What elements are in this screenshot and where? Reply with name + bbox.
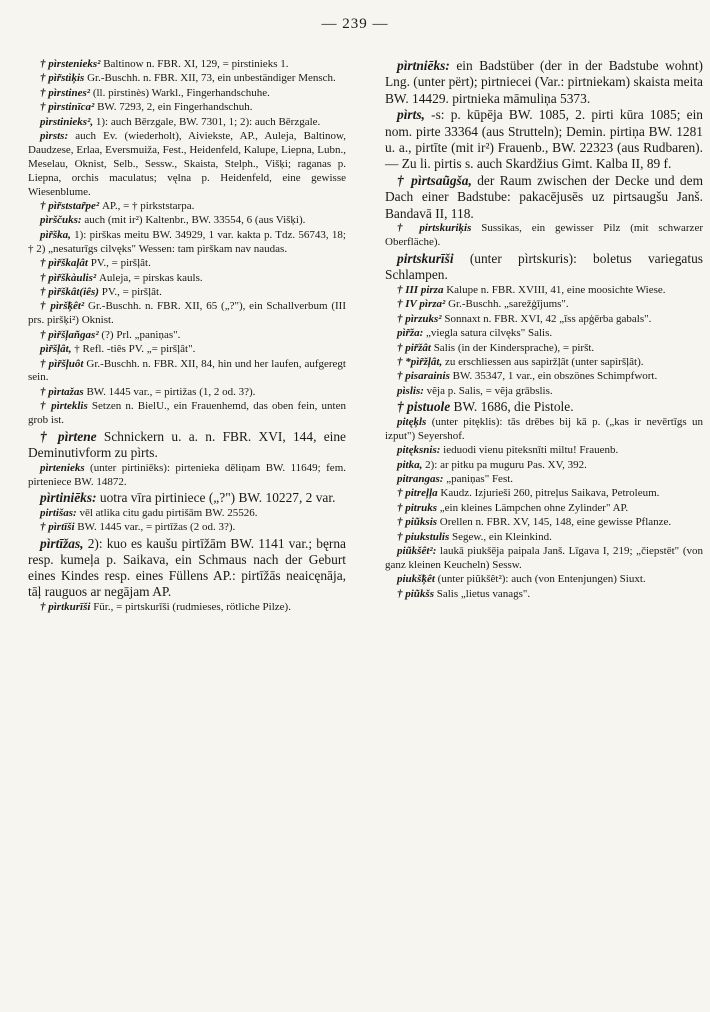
entry-headword: † pìrš̃ķêt² [40, 300, 89, 313]
entry-headword: pìrtniēks: [397, 58, 457, 73]
dictionary-entry [385, 342, 703, 356]
dictionary-entry [385, 251, 703, 284]
entry-headword: † pìrtkurīši [40, 601, 94, 614]
entry-text: (unter pìrtskuris): boletus variegatus Schlampen. [385, 250, 703, 283]
entry-headword: † pìr̃škàulis² [40, 271, 99, 284]
entry-headword: pìr̃ška, [40, 228, 75, 241]
entry-headword: † IV pìrza² [397, 298, 449, 311]
entry-text: Segew., ein Kleinkind. [452, 530, 552, 543]
dictionary-entry [385, 531, 703, 545]
dictionary-entry [28, 343, 346, 357]
dictionary-entry [385, 356, 703, 370]
entry-text: Gr.-Buschh. n. FBR. XII, 65 („?"), ein Schallverbum (III prs. piršķi²) Oknist. [28, 300, 346, 327]
entry-text: BW. 7293, 2, ein Fingerhandschuh. [97, 101, 253, 114]
entry-headword: † pìrstines² [40, 86, 93, 99]
dictionary-entry [385, 502, 703, 516]
entry-text: Kalupe n. FBR. XVIII, 41, eine moosichte Wiese. [446, 283, 666, 296]
dictionary-entry [28, 214, 346, 228]
dictionary-entry [28, 507, 346, 521]
dictionary-entry [385, 298, 703, 312]
entry-text: auch Ev. (wiederholt), Aiviekste, AP., Auleja, Baltinow, Daudzese, Erlaa, Eversmuiža, Fest., Heidenfeld, Kalupe, Liepna, Lubn., Meselau, Oknist, Selb., Sessw., Skaista, Stelph., Višķi; raganas p. Liepna, orchis maculatus; vęlna p. Heidenfeld, eine gewisse Wiesenblume. [28, 130, 346, 198]
entry-text: BW. 1686, die Pistole. [453, 399, 574, 415]
dictionary-entry [385, 444, 703, 458]
entry-headword: † pìrtīši [40, 521, 78, 534]
dictionary-entry [28, 358, 346, 386]
entry-text: BW. 1445 var., = pirtīžas (2 od. 3?). [77, 521, 236, 534]
entry-headword: † pìr̃škaļât [40, 257, 91, 270]
right-column [385, 58, 703, 602]
entry-text: Kaudz. Izjurieši 260, pitreļus Saikava, Petroleum. [440, 487, 660, 500]
entry-headword: † piukstulis [397, 530, 453, 543]
entry-text: (unter pitęklis): tās drēbes bij kā p. („kas ir nevērtīgs un izput") Seyershof. [385, 415, 703, 442]
entry-text: -s: p. kūpēja BW. 1085, 2. pirti kūra 1085; ein nom. pirte 33364 (aus Strutteln); Demin. pirtiņa BW. 1281 u. a., pirtīte (mit ir²) Frauenb., BW. 22323 (aus Rudbaren). — Zu li. pirtis s. auch Skardžius Gimt. Kalba II, 89 f. [385, 107, 703, 172]
dictionary-entry [28, 58, 346, 72]
entry-text: laukā piukšēja paipala Janš. Līgava I, 219; „čiepstēt" (von ganz kleinen Keucheln) Sessw. [385, 545, 703, 571]
entry-headword: † pir̃žât [397, 341, 434, 354]
dictionary-entry [385, 399, 703, 415]
entry-text: auch (mit ir²) Kaltenbr., BW. 33554, 6 (aus Višķi). [84, 214, 306, 227]
entry-text: der Raum zwischen der Decke und dem Dach einer Badstube: pakacējusēs uz pirtsaugšu Janš. Bandavā II, 118. [385, 173, 703, 221]
entry-text: Gr.-Buschh. n. FBR. XII, 84, hin und her laufen, aufgeregt sein. [28, 357, 346, 384]
entry-headword: † pìrstenieks² [40, 58, 104, 70]
entry-headword: pitka, [397, 458, 426, 471]
entry-headword: pìrts, [397, 107, 432, 123]
entry-text: † Refl. -tiês PV. „= piršļât". [74, 343, 196, 356]
dictionary-entry [28, 257, 346, 271]
entry-headword: pìslis: [397, 384, 427, 397]
entry-text: vẽja p. Salis, = vẽja grābslis. [426, 384, 553, 397]
entry-text: AP., = † pirkststarpa. [101, 200, 195, 213]
entry-text: Gr.-Buschh. „sarežģījums". [448, 298, 569, 311]
entry-text: Für., = pirtskurīši (rudmieses, rötliche Pilze). [93, 601, 291, 614]
entry-headword: piukš̃ķêt [397, 573, 438, 586]
dictionary-entry [385, 107, 703, 172]
entry-headword: † pìr̃šļañgas² [40, 328, 102, 341]
entry-text: PV., = piršļât. [90, 257, 151, 270]
entry-headword: pìr̃šļât, [40, 343, 75, 356]
dictionary-entry [28, 272, 346, 286]
entry-text: „ein kleines Lämpchen ohne Zylinder" AP. [439, 501, 629, 514]
entry-text: BW. 35347, 1 var., ein obszönes Schimpfwort. [452, 370, 658, 383]
dictionary-entry [28, 521, 346, 535]
dictionary-entry [28, 386, 346, 400]
dictionary-entry [385, 459, 703, 473]
dictionary-entry [28, 87, 346, 101]
dictionary-entry [28, 130, 346, 200]
entry-headword: pìrtiniēks: [40, 489, 100, 505]
entry-headword: † pìrtažas [40, 385, 87, 398]
entry-text: „paniņas" Fest. [446, 473, 514, 486]
dictionary-entry [28, 101, 346, 115]
entry-headword: pirtskurīši [397, 250, 470, 266]
entry-text: ieduodi vienu piteksnīti miltu! Frauenb. [443, 444, 619, 457]
entry-headword: pìrstinieks², [40, 115, 96, 128]
entry-headword: † pìrstinīca² [40, 101, 98, 114]
entry-text: 1): auch Bērzgale, BW. 7301, 1; 2): auch Bērzgale. [95, 115, 321, 128]
dictionary-entry [385, 516, 703, 530]
dictionary-entry [28, 536, 346, 601]
entry-headword: † pitreļļa [397, 487, 441, 500]
dictionary-entry [385, 327, 703, 341]
entry-headword: † pistuole [397, 399, 454, 415]
entry-headword: † pìr̃škât(iês) [40, 286, 102, 298]
entry-text: Orellen n. FBR. XV, 145, 148, eine gewisse Pflanze. [439, 516, 672, 529]
entry-headword: † piũksis [397, 516, 440, 529]
entry-headword: † *pìr̃žļât, [397, 355, 445, 368]
entry-text: ein Badstüber (der in der Badstube wohnt) Lng. (unter përt); pirtniecei (Var.: pirtniekam) skaista meita BW. 14429. pirtnieka māmuliņa 5373. [385, 58, 703, 106]
dictionary-entry [385, 588, 703, 602]
entry-headword: † piũkšs [397, 587, 437, 600]
entry-text: uotra vīra pirtiniece („?") BW. 10227, 2 var. [99, 489, 336, 505]
entry-headword: † pìrteklis [40, 400, 92, 413]
dictionary-entry [28, 300, 346, 328]
entry-text: (unter pirtiniēks): pirtenieka dēliņam BW. 11649; fem. pirteniece BW. 14872. [28, 461, 346, 488]
entry-headword: pirtišas: [40, 506, 80, 519]
dictionary-entry [385, 487, 703, 501]
dictionary-entry [385, 284, 703, 298]
entry-text: (?) Prl. „paniņas". [101, 328, 181, 341]
dictionary-entry [385, 173, 703, 222]
dictionary-entry [28, 72, 346, 86]
dictionary-entry [28, 462, 346, 490]
dictionary-entry [28, 116, 346, 130]
dictionary-entry [385, 222, 703, 250]
entry-text: Auleja, = pirskas kauls. [98, 271, 203, 284]
dictionary-entry [28, 229, 346, 257]
entry-text: 1): pirškas meitu BW. 34929, 1 var. kakta p. Tdz. 56743, 18; † 2) „nesaturīgs cilvęks" Wessen: tam pìrškam nav naudas. [28, 228, 346, 255]
entry-headword: † pisarainis [397, 370, 453, 383]
entry-text: Salis (in der Kindersprache), = piršt. [433, 341, 595, 354]
entry-text: Gr.-Buschh. n. FBR. XII, 73, ein unbeständiger Mensch. [87, 72, 336, 85]
entry-headword: pitrangas: [397, 473, 447, 486]
entry-headword: pitęķls [397, 415, 432, 428]
dictionary-entry [385, 385, 703, 399]
dictionary-entry [385, 370, 703, 384]
entry-text: vēl atlika citu gadu pirtišām BW. 25526. [79, 506, 258, 519]
entry-text: Setzen n. BielU., ein Frauenhemd, das oben fein, unten grob ist. [28, 400, 346, 427]
entry-headword: † pìrtene [40, 428, 104, 444]
page-number: — 239 — [321, 16, 389, 32]
entry-headword: † pìr̃stìķis [40, 72, 88, 85]
entry-headword: piũkšêt²: [397, 545, 441, 558]
entry-headword: † pìrzuks² [397, 312, 445, 325]
entry-text: Baltinow n. FBR. XI, 129, = pirstinieks 1. [103, 58, 289, 70]
entry-text: 2): kuo es kaušu pirtīžām BW. 1141 var.; bęrna resp. kumeļa p. Saikava, ein Schmaus nach der Geburt eines Kindes resp. eines Füllens AP.: pirtīžās neaicęnāja, tāļ rauguos ar negājam AP. [28, 535, 346, 600]
entry-headword: † pìr̃ststar̃pe² [40, 200, 102, 213]
entry-headword: † III pirza [397, 283, 447, 296]
entry-text: Schnickern u. a. n. FBR. XVI, 144, eine Deminutivform zu pìrts. [28, 428, 346, 460]
entry-text: 2): ar pitku pa muguru Pas. XV, 392. [425, 458, 587, 471]
entry-headword: pìr̃ža: [397, 327, 427, 340]
dictionary-entry [385, 473, 703, 487]
entry-text: (unter piũkšêt²): auch (von Entenjungen) Siuxt. [437, 573, 646, 586]
entry-text: Sonnaxt n. FBR. XVI, 42 „īss apģērba gabals". [444, 312, 652, 325]
dictionary-entry [385, 416, 703, 444]
dictionary-entry [385, 573, 703, 587]
dictionary-entry [28, 286, 346, 300]
dictionary-entry [28, 490, 346, 506]
dictionary-entry [28, 429, 346, 462]
dictionary-entry [385, 545, 703, 573]
dictionary-entry [385, 313, 703, 327]
entry-headword: pitęksnis: [397, 444, 444, 457]
dictionary-entry [385, 58, 703, 107]
entry-text: PV., = piršļât. [101, 286, 162, 298]
entry-headword: † pìrtsaũgša, [397, 173, 478, 189]
entry-text: BW. 1445 var., = pirtižas (1, 2 od. 3?). [86, 385, 256, 398]
entry-headword: pìrsts: [40, 130, 76, 143]
entry-text: zu erschliessen aus sapìržļât (unter sapìršļât). [444, 355, 644, 368]
entry-headword: pìrtenieks [40, 461, 91, 474]
entry-headword: pìrščuks: [40, 214, 85, 227]
entry-text: „viegla satura cilvęks" Salis. [426, 327, 553, 340]
entry-headword: † pìr̃šļuôt [40, 357, 87, 370]
entry-headword: † pitruks [397, 501, 440, 514]
entry-text: (ll. pirstinès) Warkl., Fingerhandschuhe. [92, 86, 270, 99]
dictionary-entry [28, 329, 346, 343]
dictionary-entry [28, 400, 346, 428]
dictionary-entry [28, 200, 346, 214]
left-column [28, 58, 346, 616]
entry-headword: † pirtskuriķis [397, 222, 482, 235]
entry-text: Sussikas, ein gewisser Pilz (mit schwarzer Oberfläche). [385, 222, 703, 249]
entry-headword: pìrtīžas, [40, 535, 88, 551]
dictionary-entry [28, 601, 346, 615]
entry-text: Salis „lietus vanags". [436, 587, 531, 600]
